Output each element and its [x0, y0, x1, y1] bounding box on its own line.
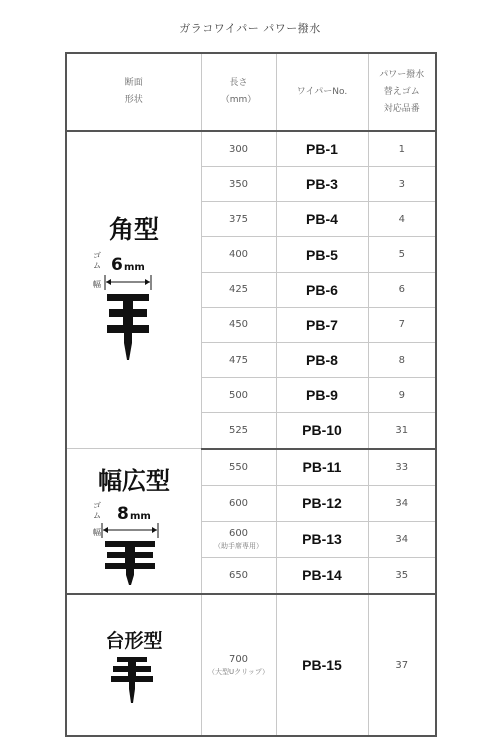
header-row: [66, 53, 436, 131]
length-cell: 300: [201, 131, 276, 167]
refill-cell: 35: [368, 557, 436, 594]
header-shape: [66, 53, 201, 131]
wiper-no-cell: PB-9: [276, 378, 368, 413]
wiper-no-cell: PB-10: [276, 413, 368, 449]
refill-cell: 31: [368, 413, 436, 449]
table-row: [66, 594, 436, 736]
rubber-label-bottom: 幅: [93, 528, 101, 537]
width-unit: mm: [130, 511, 151, 522]
header-wiper-no: ワイパーNo.: [276, 53, 368, 131]
refill-cell: 7: [368, 307, 436, 342]
wiper-no-cell: PB-12: [276, 485, 368, 521]
length-cell: 650: [201, 557, 276, 594]
header-length-line1: 長さ: [229, 78, 248, 88]
kaku-profile-diagram: [67, 132, 201, 444]
arrow-right-icon: [145, 279, 150, 285]
daikei-profile-diagram: [67, 595, 201, 731]
page-title: ガラコワイパー パワー撥水: [179, 22, 321, 35]
length-cell: 450: [201, 307, 276, 342]
header-length-line2: （mm）: [220, 95, 257, 105]
wiper-no-cell: PB-1: [276, 131, 368, 167]
rubber-label-bottom: 幅: [93, 280, 101, 289]
length-cell: 600: [201, 485, 276, 521]
refill-cell: 33: [368, 449, 436, 486]
shape-cell-habahiro: [66, 449, 201, 595]
arrow-left-icon: [106, 279, 111, 285]
length-value: 700: [228, 653, 249, 665]
wiper-no-cell: PB-15: [276, 594, 368, 736]
shape-cell-daikei: [66, 594, 201, 736]
length-cell: [201, 521, 276, 557]
header-refill-line1: パワー撥水: [379, 69, 425, 80]
habahiro-profile-diagram: [67, 449, 201, 589]
header-length: [201, 53, 276, 131]
arrow-left-icon: [103, 527, 108, 533]
refill-cell: 8: [368, 342, 436, 377]
width-unit: mm: [124, 262, 145, 273]
refill-cell: 37: [368, 594, 436, 736]
wiper-no-cell: PB-11: [276, 449, 368, 486]
wiper-no-cell: PB-8: [276, 342, 368, 377]
arrow-right-icon: [152, 527, 157, 533]
rubber-label-top: ゴ: [93, 251, 101, 260]
length-cell: 500: [201, 378, 276, 413]
rubber-label-mid: ム: [93, 261, 101, 270]
header-refill: [368, 53, 436, 131]
header-refill-line2: 替えゴム: [383, 86, 420, 97]
length-note: （助手席専用）: [214, 541, 263, 550]
wiper-spec-table: [65, 52, 437, 737]
refill-cell: 4: [368, 202, 436, 237]
table-row: [66, 449, 436, 486]
length-cell: 425: [201, 272, 276, 307]
wiper-rubber-profile-icon: [107, 294, 149, 360]
length-cell: 400: [201, 237, 276, 272]
shape-name: 台形型: [105, 630, 163, 652]
length-cell: 550: [201, 449, 276, 486]
width-value: 6: [111, 255, 123, 275]
wiper-no-cell: PB-14: [276, 557, 368, 594]
length-cell: 350: [201, 167, 276, 202]
refill-cell: 5: [368, 237, 436, 272]
wiper-no-cell: PB-6: [276, 272, 368, 307]
table-row: [66, 131, 436, 167]
wiper-no-cell: PB-13: [276, 521, 368, 557]
length-value: 600: [228, 527, 249, 539]
refill-cell: 34: [368, 521, 436, 557]
shape-cell-kaku: [66, 131, 201, 449]
length-cell: 475: [201, 342, 276, 377]
refill-cell: 6: [368, 272, 436, 307]
refill-cell: 34: [368, 485, 436, 521]
length-cell: [201, 594, 276, 736]
length-note: （大型Uクリップ）: [208, 667, 269, 676]
wiper-no-cell: PB-3: [276, 167, 368, 202]
wiper-rubber-profile-icon: [111, 657, 153, 703]
wiper-no-cell: PB-7: [276, 307, 368, 342]
shape-name: 幅広型: [98, 467, 170, 495]
header-shape-line2: 形状: [124, 95, 143, 105]
rubber-label-top: ゴ: [93, 501, 101, 510]
length-cell: 375: [201, 202, 276, 237]
rubber-label-mid: ム: [93, 511, 101, 520]
wiper-rubber-profile-icon: [105, 541, 155, 585]
shape-name: 角型: [108, 215, 160, 244]
header-refill-line3: 対応品番: [383, 103, 420, 114]
length-cell: 525: [201, 413, 276, 449]
wiper-no-cell: PB-5: [276, 237, 368, 272]
width-value: 8: [117, 504, 129, 524]
header-shape-line1: 断面: [124, 78, 143, 88]
refill-cell: 3: [368, 167, 436, 202]
refill-cell: 9: [368, 378, 436, 413]
refill-cell: 1: [368, 131, 436, 167]
wiper-no-cell: PB-4: [276, 202, 368, 237]
